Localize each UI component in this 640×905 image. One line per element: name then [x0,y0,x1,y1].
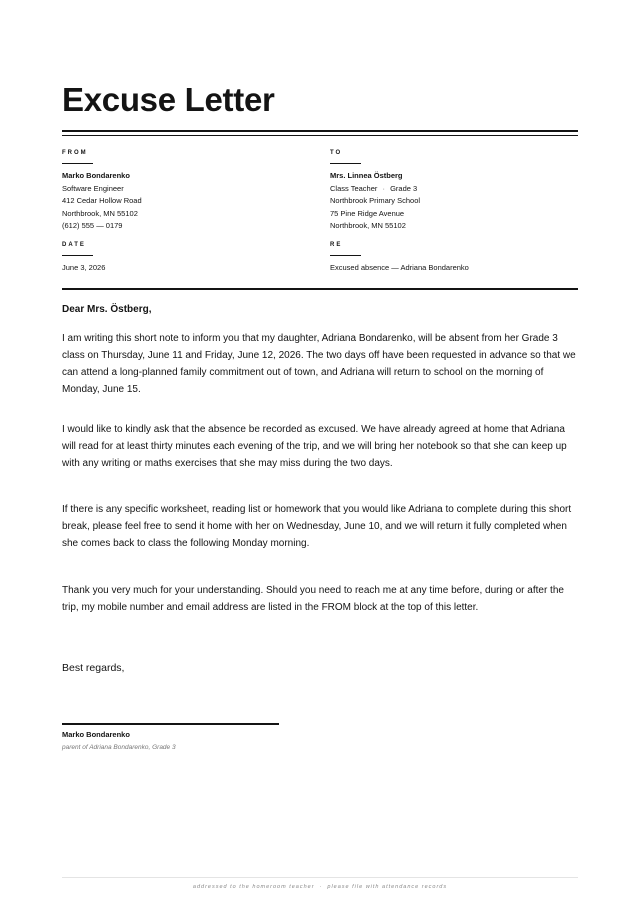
date-value: June 3, 2026 [62,263,106,272]
section-divider [62,288,578,290]
recipient-grade: Grade 3 [390,183,418,193]
body-paragraph: Thank you very much for your understanding. Should you need to reach me at any time before, during or after the trip, my mobile number and email address are listed in the FROM block at the top of this letter. [62,585,564,613]
signature-line [62,723,279,725]
recipient-city: Northbrook, MN 55102 [330,221,406,230]
re-label-underline [330,255,361,256]
footer-rule [62,877,578,878]
sender-name: Marko Bondarenko [62,171,130,180]
body-paragraph: I would like to kindly ask that the absence be recorded as excused. We have already agreed at home that Adriana will read for at least thirty minutes each evening of the trip, and we will bring her notebook so that she can keep up with any writing or maths exercises that she may miss during the two days. [62,424,567,469]
letter-page [62,0,578,905]
sender-phone: (612) 555 — 0179 [62,221,123,230]
from-label-underline [62,163,93,164]
from-block [62,149,312,233]
signature-role: parent of Adriana Bondarenko, Grade 3 [62,744,176,751]
date-block [62,241,312,275]
footer-note [62,883,578,891]
recipient-separator: · [382,183,385,193]
body-paragraph: I am writing this short note to inform you that my daughter, Adriana Bondarenko, will be absent from her Grade 3 class on Thursday, June 11 and Friday, June 12, 2026. The two days off have been requested in advance so that we can attend a long-planned family commitment out of town, and Adriana will return to school on the morning of Monday, June 15. [62,333,576,395]
to-block [330,149,580,233]
re-value: Excused absence — Adriana Bondarenko [330,263,469,272]
body-paragraph: If there is any specific worksheet, reading list or homework that you would like Adriana to complete during this short break, please feel free to send it home with her on Wednesday, June 10, and we will return it fully completed when she comes back to class the following Monday morning. [62,504,572,549]
recipient-name: Mrs. Linnea Östberg [330,171,403,180]
footer-left: addressed to the homeroom teacher [192,884,315,890]
date-label: DATE [62,242,86,248]
closing: Best regards, [62,662,125,674]
re-block [330,241,580,275]
sender-city: Northbrook, MN 55102 [62,208,138,218]
page-title: Excuse Letter [62,81,275,118]
date-label-underline [62,255,93,256]
re-label: RE [330,242,343,248]
recipient-street: 75 Pine Ridge Avenue [330,208,405,218]
sender-street: 412 Cedar Hollow Road [62,196,142,205]
sender-occupation: Software Engineer [62,183,124,193]
footer-separator: · [319,884,323,890]
header-rule-bottom [62,135,578,136]
signature-name: Marko Bondarenko [62,730,130,739]
from-label: FROM [62,150,88,156]
recipient-role: Class Teacher [330,183,378,193]
salutation: Dear Mrs. Östberg, [62,304,152,315]
recipient-school: Northbrook Primary School [330,196,421,205]
recipient-role-line [330,183,580,196]
to-label: TO [330,150,343,156]
header-rule-top [62,130,578,132]
to-label-underline [330,163,361,164]
footer-right: please file with attendance records [327,884,448,890]
